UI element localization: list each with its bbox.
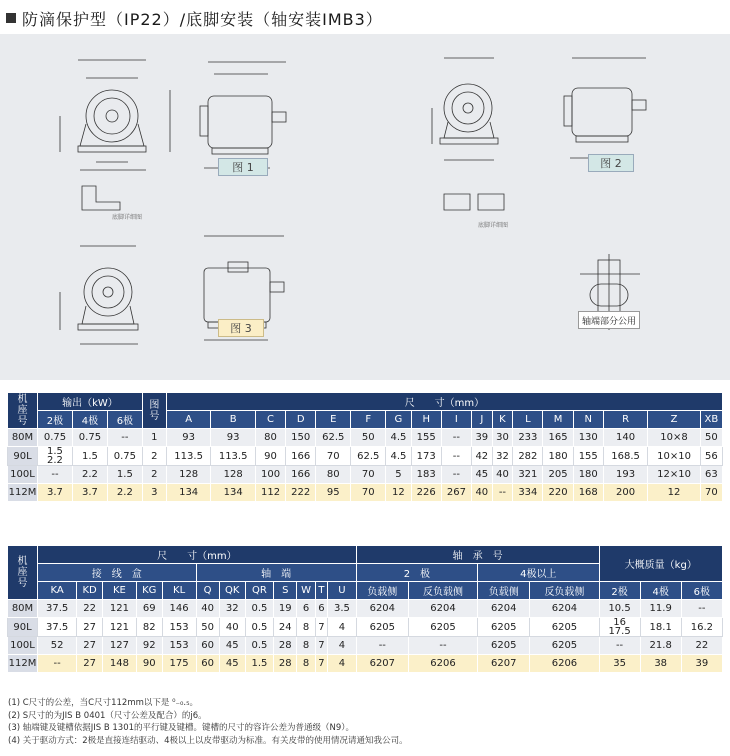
table-cell: 7 — [315, 655, 327, 673]
t1-col-header: J — [471, 411, 492, 429]
t1-pole-header: 2极 — [38, 411, 73, 429]
table-cell: 3.5 — [328, 600, 357, 618]
table-cell: 282 — [513, 447, 543, 466]
table-cell: 4 — [328, 618, 357, 637]
table-cell: 4 — [328, 637, 357, 655]
fig2-foot-detail — [444, 194, 504, 210]
table-cell: 165 — [543, 429, 573, 447]
table-cell: 113.5 — [166, 447, 211, 466]
t1-col-header: A — [166, 411, 211, 429]
table-cell: 50 — [196, 618, 219, 637]
table-cell: 28 — [274, 637, 297, 655]
table-cell: -- — [441, 466, 471, 484]
dimension-table-1 — [7, 392, 723, 502]
table-row — [8, 466, 723, 484]
t2-col-header: Q — [196, 582, 219, 600]
t1-col-header: F — [351, 411, 386, 429]
table-cell: 6205 — [408, 618, 477, 637]
table-cell: 63 — [700, 466, 722, 484]
table-cell: 10.5 — [599, 600, 640, 618]
table-cell: 11.9 — [640, 600, 681, 618]
table-cell: 1.5 — [245, 655, 274, 673]
foot-detail-caption-1: 底脚详细图 — [112, 214, 143, 221]
table-cell: 334 — [513, 484, 543, 502]
t1-col-header: B — [211, 411, 256, 429]
table-cell: 166 — [286, 466, 316, 484]
table-cell: 233 — [513, 429, 543, 447]
table-cell: 80M — [8, 600, 38, 618]
t2-dims-header: 尺 寸（mm） — [38, 546, 357, 564]
table-cell: 8 — [297, 655, 315, 673]
t2-col-header: 6极 — [681, 582, 722, 600]
t2-col-header: KG — [136, 582, 162, 600]
table-cell: 6206 — [530, 655, 599, 673]
table-cell: 6 — [297, 600, 315, 618]
fig1-front-view — [60, 60, 170, 170]
table-cell: 45 — [471, 466, 492, 484]
t2-col-header: 4极 — [640, 582, 681, 600]
table-cell: 62.5 — [351, 447, 386, 466]
table-cell: 121 — [102, 618, 136, 637]
table-cell: 69 — [136, 600, 162, 618]
table-cell: 28 — [274, 655, 297, 673]
fig3-front-view — [60, 246, 138, 344]
table-cell: 45 — [219, 655, 245, 673]
t2-2pole-header: 2 极 — [356, 564, 477, 582]
table-cell: 173 — [411, 447, 441, 466]
table-cell: 0.5 — [245, 618, 274, 637]
t1-col-header: I — [441, 411, 471, 429]
table-cell: 128 — [166, 466, 211, 484]
table-cell: -- — [356, 637, 408, 655]
table-cell: -- — [441, 429, 471, 447]
table-cell: 37.5 — [38, 600, 77, 618]
t2-col-header: KL — [162, 582, 196, 600]
title-text: 防滴保护型（IP22）/底脚安装（轴安装IMB3） — [22, 9, 383, 29]
table-cell: -- — [492, 484, 513, 502]
fig1-foot-detail — [82, 186, 120, 210]
note-3: (3) 轴端键及键槽依据JIS B 1301的平行键及键槽。键槽的尺寸的容许公差为普通级（N9）。 — [8, 723, 355, 733]
table-cell: 6205 — [356, 618, 408, 637]
table-cell: 93 — [211, 429, 256, 447]
table-cell: 6205 — [530, 618, 599, 637]
t2-col-header: U — [328, 582, 357, 600]
table-cell: 168 — [573, 484, 603, 502]
table-cell: 226 — [411, 484, 441, 502]
table-cell: 16.2 — [681, 618, 722, 637]
table-cell: 5 — [386, 466, 411, 484]
table-cell: 30 — [492, 429, 513, 447]
table-cell: 6204 — [530, 600, 599, 618]
t1-col-header: M — [543, 411, 573, 429]
t2-col-header: KD — [77, 582, 103, 600]
t2-bearing-header: 轴 承 号 — [356, 546, 599, 564]
t2-frame-header: 机座号 — [8, 546, 38, 600]
table-cell: 130 — [573, 429, 603, 447]
table-cell: 27 — [77, 637, 103, 655]
table-cell: 0.5 — [245, 637, 274, 655]
table-cell: 6204 — [478, 600, 530, 618]
table-cell: 92 — [136, 637, 162, 655]
table-cell: 128 — [211, 466, 256, 484]
table-cell: 6206 — [408, 655, 477, 673]
table-cell: 2.2 — [72, 466, 107, 484]
table-cell: -- — [38, 466, 73, 484]
fig2-side-view — [564, 58, 646, 158]
table-cell: 22 — [681, 637, 722, 655]
table-cell: 6204 — [408, 600, 477, 618]
table-cell: 155 — [573, 447, 603, 466]
t2-col-header: 负载侧 — [478, 582, 530, 600]
table-cell: 70 — [351, 466, 386, 484]
t2-mass-header: 大概质量（kg） — [599, 546, 722, 582]
table-cell: 222 — [286, 484, 316, 502]
table-cell: -- — [441, 447, 471, 466]
t1-subheader-row — [8, 411, 723, 429]
t1-col-header: R — [603, 411, 648, 429]
t2-col-header: KA — [38, 582, 77, 600]
table-cell: -- — [681, 600, 722, 618]
table-cell: 100L — [8, 466, 38, 484]
table-cell: 12 — [648, 484, 700, 502]
t2-col-header: 反负载侧 — [530, 582, 599, 600]
table-cell: 112M — [8, 484, 38, 502]
table-cell: 1.5 — [107, 466, 142, 484]
table-cell: 32 — [219, 600, 245, 618]
table-cell: 166 — [286, 447, 316, 466]
table-cell: 70 — [316, 447, 351, 466]
table-cell: 3.7 — [72, 484, 107, 502]
bullet-square-icon — [6, 13, 16, 23]
table-cell: 22 — [77, 600, 103, 618]
table-cell: 4.5 — [386, 429, 411, 447]
table-cell: 220 — [543, 484, 573, 502]
table-cell: 37.5 — [38, 618, 77, 637]
t1-pole-header: 4极 — [72, 411, 107, 429]
table-row — [8, 600, 723, 618]
table-cell: 80 — [255, 429, 285, 447]
table-cell: 24 — [274, 618, 297, 637]
table-cell: 183 — [411, 466, 441, 484]
page-title — [6, 6, 383, 30]
t1-col-header: D — [286, 411, 316, 429]
t2-subheader-row — [8, 582, 723, 600]
table-cell: 175 — [162, 655, 196, 673]
table-cell: 134 — [166, 484, 211, 502]
table-cell: 121 — [102, 600, 136, 618]
t1-col-header: E — [316, 411, 351, 429]
table-cell: 200 — [603, 484, 648, 502]
table-cell: 70 — [351, 484, 386, 502]
t1-body — [8, 429, 723, 502]
t2-col-header: KE — [102, 582, 136, 600]
t2-col-header: QR — [245, 582, 274, 600]
table-cell: 127 — [102, 637, 136, 655]
table-cell: 7 — [315, 618, 327, 637]
table-cell: 12 — [386, 484, 411, 502]
figure-3-label: 图 3 — [218, 319, 264, 337]
note-1: (1) C尺寸的公差，当C尺寸112mm以下是 ⁰₋₀.₅。 — [8, 698, 199, 708]
table-cell: 112M — [8, 655, 38, 673]
t1-pole-header: 6极 — [107, 411, 142, 429]
table-cell: 155 — [411, 429, 441, 447]
fig2-front-view — [432, 58, 498, 160]
table-cell: 27 — [77, 618, 103, 637]
table-cell: 193 — [603, 466, 648, 484]
t1-dims-header: 尺 寸（mm） — [166, 393, 722, 411]
table-cell: 3 — [142, 484, 166, 502]
table-cell: 39 — [681, 655, 722, 673]
table-cell: 40 — [471, 484, 492, 502]
table-cell: 113.5 — [211, 447, 256, 466]
table-cell: 32 — [492, 447, 513, 466]
table-cell: 1.5 — [72, 447, 107, 466]
table-cell: 90 — [136, 655, 162, 673]
table-cell: 153 — [162, 618, 196, 637]
table-cell: 16 17.5 — [599, 618, 640, 637]
table-cell: 8 — [297, 637, 315, 655]
table-cell: 112 — [255, 484, 285, 502]
table-cell: 27 — [77, 655, 103, 673]
table-cell: 40 — [492, 466, 513, 484]
t1-col-header: Z — [648, 411, 700, 429]
table-cell: 93 — [166, 429, 211, 447]
t1-col-header: N — [573, 411, 603, 429]
shaft-common-label: 轴端部分公用 — [578, 311, 640, 329]
dimension-table-2 — [7, 545, 723, 673]
table-cell: 12×10 — [648, 466, 700, 484]
table-cell: 100 — [255, 466, 285, 484]
note-2: (2) S尺寸的为JIS B 0401（尺寸公差及配合）的j6。 — [8, 710, 207, 721]
table-cell: 6205 — [478, 637, 530, 655]
table-cell: 82 — [136, 618, 162, 637]
table-cell: 7 — [315, 637, 327, 655]
t1-col-header: K — [492, 411, 513, 429]
table-cell: 42 — [471, 447, 492, 466]
table-row — [8, 618, 723, 637]
table-cell: 19 — [274, 600, 297, 618]
table-cell: 8 — [297, 618, 315, 637]
table-cell: 321 — [513, 466, 543, 484]
table-cell: 38 — [640, 655, 681, 673]
table-cell: 45 — [219, 637, 245, 655]
table-cell: 50 — [700, 429, 722, 447]
table-cell: 3.7 — [38, 484, 73, 502]
table-cell: 2.2 — [107, 484, 142, 502]
table-cell: 267 — [441, 484, 471, 502]
t1-output-header: 输出（kW） — [38, 393, 143, 411]
table-cell: 1 — [142, 429, 166, 447]
table-cell: 146 — [162, 600, 196, 618]
table-row — [8, 484, 723, 502]
table-cell: 148 — [102, 655, 136, 673]
table-cell: 180 — [573, 466, 603, 484]
table-row — [8, 447, 723, 466]
table-cell: 56 — [700, 447, 722, 466]
table-row — [8, 429, 723, 447]
t1-col-header: XB — [700, 411, 722, 429]
table-cell: 2 — [142, 447, 166, 466]
t1-col-header: H — [411, 411, 441, 429]
table-cell: 4.5 — [386, 447, 411, 466]
table-cell: 40 — [219, 618, 245, 637]
t2-col-header: 负载侧 — [356, 582, 408, 600]
table-cell: 95 — [316, 484, 351, 502]
t1-col-header: C — [255, 411, 285, 429]
table-row — [8, 637, 723, 655]
table-cell: 180 — [543, 447, 573, 466]
note-4: (4) 关于驱动方式：2极是直接连结驱动、4极以上以皮带驱动为标准。有关皮带的使用情况请通知我公司。 — [8, 735, 408, 746]
table-cell: 6207 — [478, 655, 530, 673]
table-cell: 6204 — [356, 600, 408, 618]
t2-col-header: W — [297, 582, 315, 600]
table-cell: 6 — [315, 600, 327, 618]
table-cell: 6205 — [478, 618, 530, 637]
table-cell: 90L — [8, 618, 38, 637]
table-cell: 50 — [351, 429, 386, 447]
table-cell: 150 — [286, 429, 316, 447]
table-cell: 18.1 — [640, 618, 681, 637]
table-cell: 153 — [162, 637, 196, 655]
figure-1-label: 图 1 — [218, 158, 268, 176]
t2-col-header: 2极 — [599, 582, 640, 600]
fig1-side-view — [200, 62, 286, 168]
table-cell: 6207 — [356, 655, 408, 673]
foot-detail-caption-2: 底脚详细图 — [478, 222, 509, 229]
table-cell: -- — [599, 637, 640, 655]
t2-col-header: T — [315, 582, 327, 600]
table-cell: 62.5 — [316, 429, 351, 447]
table-cell: 1.5 2.2 — [38, 447, 73, 466]
figure-2-label: 图 2 — [588, 154, 634, 172]
table-cell: 168.5 — [603, 447, 648, 466]
t2-box-header: 接 线 盒 — [38, 564, 197, 582]
table-cell: 100L — [8, 637, 38, 655]
t2-col-header: QK — [219, 582, 245, 600]
table-cell: 60 — [196, 637, 219, 655]
table-cell: 80 — [316, 466, 351, 484]
table-row — [8, 655, 723, 673]
t1-fig-header: 图号 — [142, 393, 166, 429]
table-cell: 6205 — [530, 637, 599, 655]
table-cell: 70 — [700, 484, 722, 502]
footnotes — [8, 697, 408, 747]
t2-col-header: 反负载侧 — [408, 582, 477, 600]
table-cell: -- — [408, 637, 477, 655]
t2-shaft-header: 轴 端 — [196, 564, 356, 582]
table-cell: 10×10 — [648, 447, 700, 466]
table-cell: 90 — [255, 447, 285, 466]
table-cell: 60 — [196, 655, 219, 673]
table-cell: 40 — [196, 600, 219, 618]
table-cell: 21.8 — [640, 637, 681, 655]
table-cell: 0.75 — [72, 429, 107, 447]
table-cell: 0.75 — [107, 447, 142, 466]
t1-col-header: L — [513, 411, 543, 429]
t1-col-header: G — [386, 411, 411, 429]
table-cell: 2 — [142, 466, 166, 484]
table-cell: 90L — [8, 447, 38, 466]
table-cell: 52 — [38, 637, 77, 655]
t2-4pole-header: 4极以上 — [478, 564, 599, 582]
t1-frame-header: 机座号 — [8, 393, 38, 429]
table-cell: 140 — [603, 429, 648, 447]
table-cell: 134 — [211, 484, 256, 502]
table-cell: 10×8 — [648, 429, 700, 447]
t2-body — [8, 600, 723, 673]
table-cell: -- — [38, 655, 77, 673]
table-cell: 39 — [471, 429, 492, 447]
table-cell: 0.5 — [245, 600, 274, 618]
table-cell: 80M — [8, 429, 38, 447]
table-cell: -- — [107, 429, 142, 447]
table-cell: 0.75 — [38, 429, 73, 447]
table-cell: 35 — [599, 655, 640, 673]
table-cell: 4 — [328, 655, 357, 673]
t2-col-header: S — [274, 582, 297, 600]
table-cell: 205 — [543, 466, 573, 484]
